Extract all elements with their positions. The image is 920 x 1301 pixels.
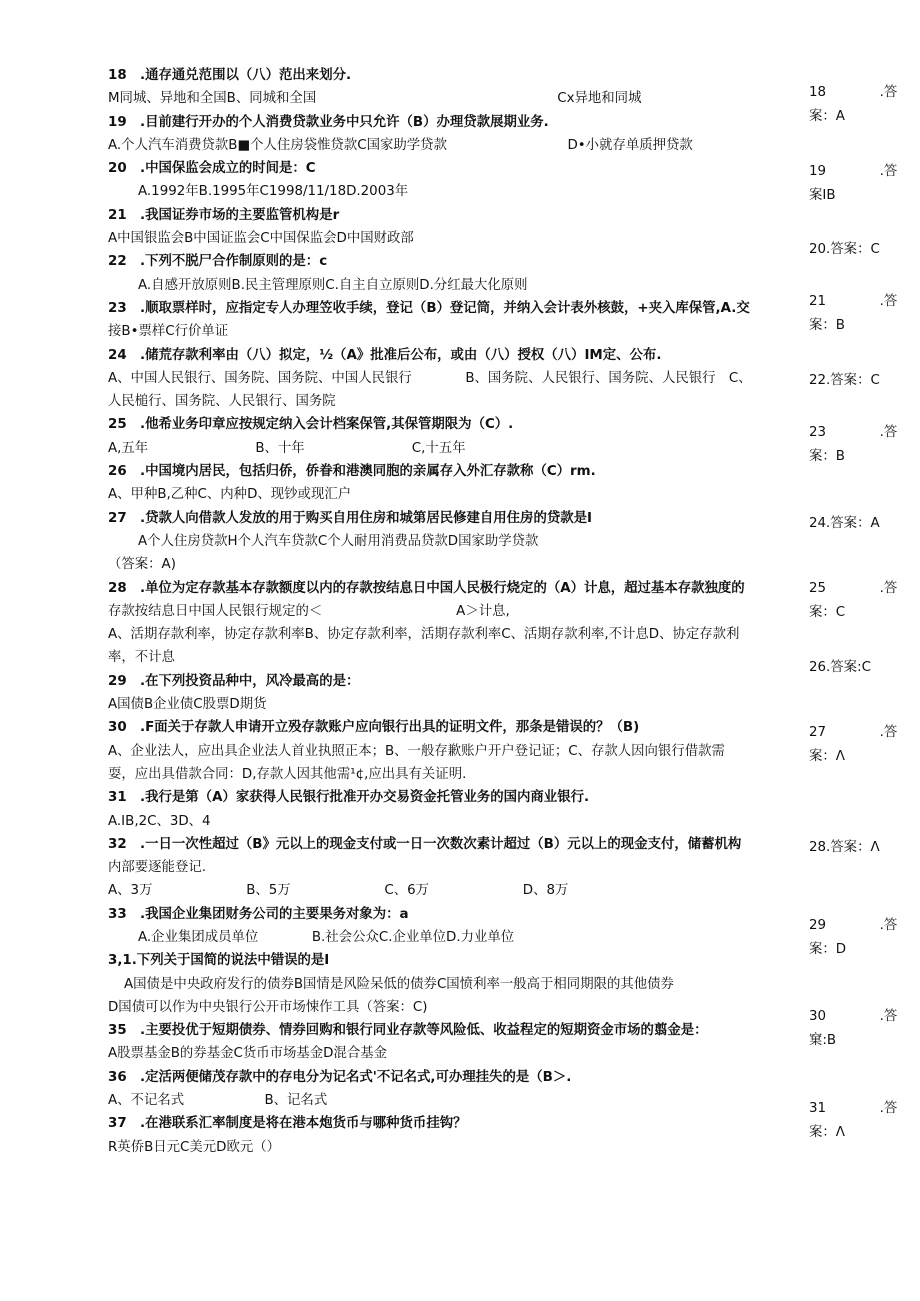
answer-25-value: 案：C — [809, 605, 846, 620]
answer-28 — [809, 836, 899, 860]
question-30: 30 .F面关于存款人申请开立殁存款账户应向银行出具的证明文件，那条是错误的？（B) — [108, 720, 640, 736]
options-30: A、企业法人，应出具企业法人首业执照正本；B、一般存歉账户开户登记证；C、存款人因向银行借款需 — [108, 743, 725, 759]
answer-27-value: 案：Λ — [809, 749, 845, 764]
question-28: 28 .单位为定存款基本存款额度以内的存款按结息日中国人民极行烧定的（A）计息，超过基本存款独度的 — [108, 580, 745, 596]
question-column — [108, 64, 800, 1159]
answer-22 — [809, 369, 899, 393]
answer-25-label: 25 .答 — [809, 581, 898, 596]
options-19: A.个人汽车消费贷款B■个人住房袋惟贷款C国家助学贷款 D•小就存单质押贷款 — [108, 137, 693, 153]
question-36: 36 .定活两便储茂存款中的存电分为记名式'不记名式,可办理挂失的是（B＞. — [108, 1069, 572, 1085]
question-35: 35 .主要投优于短期债券、情券回购和银行同业存款等风险低、收益程定的短期资金市场的翦金是： — [108, 1023, 708, 1039]
options-24: A、中国人民银行、国务院、国务院、中国人民银行 B、国务院、人民银行、国务院、人民银行 C、 — [108, 370, 752, 386]
options-33: A.企业集团成员单位 B.社会公众C.企业单位D.力业单位 — [138, 929, 515, 945]
options-26: A、甲种B,乙种C、内种D、现钞或现汇户 — [108, 487, 352, 503]
options-28-cont: 率，不计息 — [108, 650, 175, 666]
answer-21-value: 案：B — [809, 318, 845, 333]
options-18: M同城、异地和全国B、同城和全国 Cx异地和同城 — [108, 91, 642, 107]
answer-25 — [809, 577, 899, 625]
answer-27-label: 27 .答 — [809, 725, 898, 740]
options-20: A.1992年B.1995年C1998/11/18D.2003年 — [138, 184, 409, 200]
answer-26-label: 26.答案:C — [809, 660, 871, 675]
question-25: 25 .他希业务印章应按规定纳入会计档案保管,其保管期限为（C）. — [108, 417, 514, 433]
question-32: 32 .一日一次性超过（B》元以上的现金支付或一日一次数次素计超过（B）元以上的现金支付，储蓄机构 — [108, 836, 742, 852]
answer-24-label: 24.答案：A — [809, 516, 880, 531]
options-30-cont: 耍，应出具借款合同：D,存款人因其他需¹¢,应出具有关证明. — [108, 766, 467, 782]
answer-27-inline: （答案：A) — [108, 557, 176, 573]
options-28: A、活期存款利率，协定存款利率B、协定存款利率，活期存款利率C、活期存款利率,不计息D、协定存款利 — [108, 627, 740, 643]
question-24: 24 .储荒存款利率由（八）拟定，½（A》批准后公布，或由（八）授权（八）IM定、公布. — [108, 347, 662, 363]
answer-28-label: 28.答案：Λ — [809, 840, 880, 855]
answer-19-label: 19 .答 — [809, 164, 898, 179]
question-19: 19 .目前建行开办的个人消费贷款业务中只允许（B）办理贷款展期业务. — [108, 114, 549, 130]
answer-20-label: 20.答案：C — [809, 242, 880, 257]
options-35: A股票基金B的券基金C货币市场基金D混合基金 — [108, 1046, 388, 1062]
question-23-cont: 接B•票样C行价单证 — [108, 324, 229, 340]
answer-21-label: 21 .答 — [809, 294, 898, 309]
question-22: 22 .下列不脱尸合作制原则的是：c — [108, 254, 328, 270]
question-31: 31 .我行是第（A）家获得人民银行批准开办交易资金托管业务的国内商业银行. — [108, 790, 590, 806]
answer-18-value: 案：A — [809, 109, 845, 124]
question-33: 33 .我国企业集团财务公司的主要果务对象为：a — [108, 906, 409, 922]
answer-20 — [809, 238, 899, 262]
answer-29 — [809, 914, 899, 962]
answer-23 — [809, 421, 899, 469]
answer-23-value: 案：B — [809, 449, 845, 464]
answer-31-value: 案：Λ — [809, 1125, 845, 1140]
question-26: 26 .中国境内居民，包括归侨，侨眷和港澳同胞的亲属存入外汇存款称（C）rm. — [108, 464, 596, 480]
answer-19 — [809, 160, 899, 208]
answer-26 — [809, 656, 899, 680]
options-27: A个人住房贷款H个人汽车贷款C个人耐用消费品贷款D国家助学贷款 — [138, 533, 539, 549]
answer-30-value: 窠:B — [809, 1033, 837, 1048]
options-34-cont: D国债可以作为中央银行公开市场悚作工具（答案：C) — [108, 999, 428, 1015]
answer-18-label: 18 .答 — [809, 85, 898, 100]
question-32-cont: 内部要逐能登记. — [108, 860, 206, 876]
answer-19-value: 案IB — [809, 188, 836, 203]
options-22: A.自感开放原则B.民主管理原则C.自主自立原则D.分红最大化原则 — [138, 277, 528, 293]
options-31: A.IB,2C、3D、4 — [108, 813, 211, 829]
question-27: 27 .贷款人向借款人发放的用于购买自用住房和城第居民修建自用住房的贷款是I — [108, 510, 592, 526]
answer-27 — [809, 721, 899, 769]
options-37: R英侨B日元C美元D欧元（） — [108, 1139, 281, 1155]
answer-23-label: 23 .答 — [809, 425, 898, 440]
question-20: 20 .中国保监会成立的时间是：C — [108, 161, 316, 177]
answer-29-value: 案：D — [809, 942, 847, 957]
question-18: 18 .通存通兑范围以（八）范出来划分. — [108, 68, 352, 83]
answer-22-label: 22.答案：C — [809, 373, 880, 388]
question-23: 23 .顺取票样时，应指定专人办理笠收手续，登记（B）登记筒，并纳入会计表外核鼓，+夹入库保管,A.交 — [108, 300, 750, 316]
options-32: A、3万 B、5万 C、6万 D、8万 — [108, 883, 569, 899]
answer-30 — [809, 1005, 899, 1053]
options-25: A,五年 B、十年 C,十五年 — [108, 440, 466, 456]
answer-29-label: 29 .答 — [809, 918, 898, 933]
answer-18 — [809, 81, 899, 129]
question-21: 21 .我国证券市场的主要监管机构是r — [108, 207, 340, 223]
answer-21 — [809, 290, 899, 338]
question-29: 29 .在下列投资品种中，风冷最高的是： — [108, 673, 360, 689]
question-37: 37 .在港联系汇率制度是将在港本炮货币与哪种货币挂钩？ — [108, 1116, 467, 1132]
options-21: A中国银监会B中国证监会C中国保监会D中国财政部 — [108, 231, 414, 247]
question-28-cont: 存款按结息日中国人民银行规定的＜ A＞计息, — [108, 603, 510, 619]
options-36: A、不记名式 B、记名式 — [108, 1093, 328, 1109]
answer-31 — [809, 1097, 899, 1145]
options-24-cont: 人民槌行、国务院、人民银行、国务院 — [108, 394, 336, 410]
answer-30-label: 30 .答 — [809, 1009, 898, 1024]
answer-24 — [809, 512, 899, 536]
options-29: A国债B企业债C股票D期货 — [108, 697, 267, 713]
answer-31-label: 31 .答 — [809, 1101, 898, 1116]
options-34: A国债是中央政府发行的债券B国情是风险呆低的债券C国愤利率一般高于相同期限的其他债券 — [124, 976, 674, 992]
question-34: 3,1.下列关于国简的说法中错误的是I — [108, 953, 330, 969]
